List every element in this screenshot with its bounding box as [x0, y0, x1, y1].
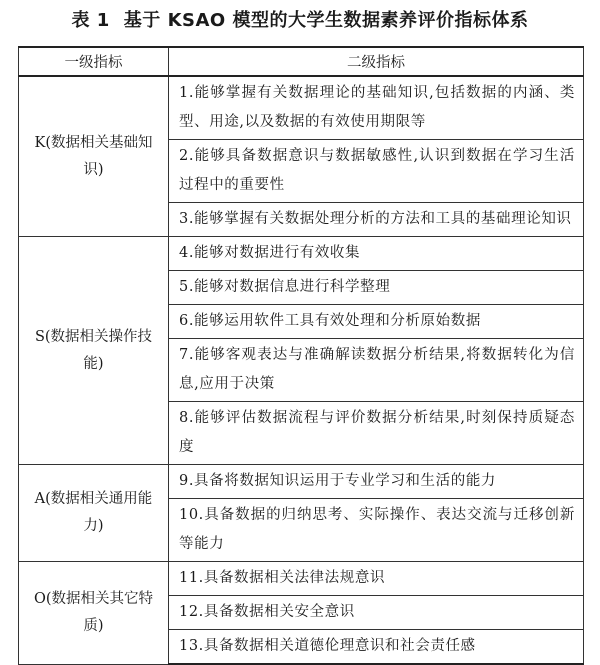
indicator-9: 9.具备将数据知识运用于专业学习和生活的能力 — [169, 465, 584, 499]
indicator-6: 6.能够运用软件工具有效处理和分析原始数据 — [169, 305, 584, 339]
header-level2: 二级指标 — [169, 47, 584, 76]
category-a: A(数据相关通用能力) — [19, 465, 169, 562]
indicator-8: 8.能够评估数据流程与评价数据分析结果,时刻保持质疑态度 — [169, 402, 584, 465]
indicator-10: 10.具备数据的归纳思考、实际操作、表达交流与迁移创新等能力 — [169, 499, 584, 562]
table-row — [19, 76, 584, 140]
category-k: K(数据相关基础知识) — [19, 76, 169, 237]
header-level1: 一级指标 — [19, 47, 169, 76]
table-row — [19, 237, 584, 271]
category-s: S(数据相关操作技能) — [19, 237, 169, 465]
category-o: O(数据相关其它特质) — [19, 562, 169, 665]
indicator-7: 7.能够客观表达与准确解读数据分析结果,将数据转化为信息,应用于决策 — [169, 339, 584, 402]
indicator-12: 12.具备数据相关安全意识 — [169, 596, 584, 630]
indicator-1: 1.能够掌握有关数据理论的基础知识,包括数据的内涵、类型、用途,以及数据的有效使用期限等 — [169, 76, 584, 140]
indicator-3: 3.能够掌握有关数据处理分析的方法和工具的基础理论知识 — [169, 203, 584, 237]
table-caption — [0, 6, 600, 32]
indicator-11: 11.具备数据相关法律法规意识 — [169, 562, 584, 596]
table-title: 基于 KSAO 模型的大学生数据素养评价指标体系 — [123, 10, 529, 31]
indicator-2: 2.能够具备数据意识与数据敏感性,认识到数据在学习生活过程中的重要性 — [169, 140, 584, 203]
indicator-13: 13.具备数据相关道德伦理意识和社会责任感 — [169, 630, 584, 665]
table-number: 表 1 — [71, 10, 110, 31]
indicator-table — [18, 46, 584, 665]
table-row — [19, 562, 584, 596]
table-row — [19, 465, 584, 499]
header-row — [19, 47, 584, 76]
indicator-4: 4.能够对数据进行有效收集 — [169, 237, 584, 271]
indicator-5: 5.能够对数据信息进行科学整理 — [169, 271, 584, 305]
